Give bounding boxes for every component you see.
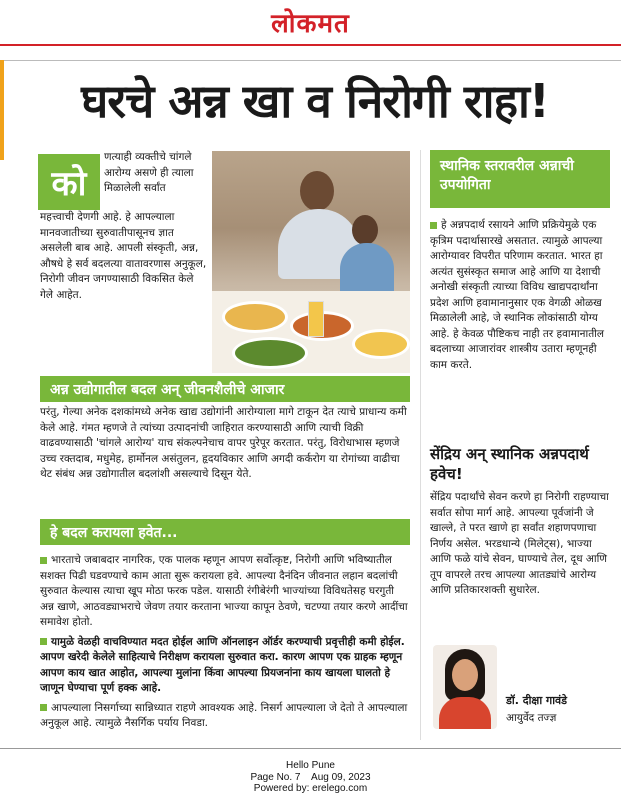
bullet-icon — [40, 638, 47, 645]
sidebar-heading-local-food: स्थानिक स्तरावरील अन्नाची उपयोगिता — [430, 150, 610, 208]
footer — [0, 760, 621, 795]
photo-father-head — [300, 171, 334, 211]
sidebar-heading-organic: सेंद्रिय अन् स्थानिक अन्नपदार्थ हवेच! — [430, 445, 589, 483]
bullet-icon — [40, 704, 47, 711]
drop-cap: को — [38, 154, 100, 210]
list-item-text: यामुळे वेळही वाचविण्यात मदत होईल आणि ऑनलाइन ऑर्डर करण्याची प्रवृत्तीही कमी होईल. आपण खरेदी केलेले साहित्याचे निरीक्षण करायला सुरुवात करा. कारण आपण एक ग्राहक म्हणून आपण काय खात आहोत, आपल्या मुलांना किंवा आपल्या प्रियजनांना काय खायला घालतो हे जाणून घेण्याचा पूर्ण हक्क आहे. — [40, 635, 405, 694]
list-item-text: भारताचे जबाबदार नागरिक, एक पालक म्हणून आपण सर्वोत्कृष्ट, निरोगी आणि भविष्यातील सशक्त पिढी घडवण्याचे काम आता सुरू करायला हवे. आपल्या दैनंदिन जीवनात लहान बदलांची सुरुवात केल्यास त्याचा खूप मोठा फरक पडेल. यासाठी रंगीबेरंगी भाज्यांच्या विविधतेसह घरगुती अन्न खाणे, आठवड्याभराचे जेवण तयार करताना भाज्या कापून ठेवणे, चटण्या तयार करणे आदींचा समावेश होतो. — [40, 554, 408, 628]
masthead — [0, 0, 621, 44]
intro-text-top: णत्याही व्यक्तीचे चांगले आरोग्य असणे ही त्याला मिळालेली सर्वांत — [104, 151, 194, 194]
sidebar-body-text: हे अन्नपदार्थ रसायने आणि प्रक्रियेमुळे एक कृत्रिम पदार्थासारखे असतात. त्यामुळे आपल्या आरोग्यावर विपरीत परिणाम करतात. भारत हा अत्यंत सुसंस्कृत समाज आहे आणि या देशाची अनोखी संस्कृती त्याच्या विविध खाद्यपदार्थांना प्रदेश आणि हवामानानुसार एक वेगळी ओळख मिळालेली आहे, जे स्थानिक लोकांसाठी योग्य आहे. हे केवळ पौष्टिकच नाही तर हवामानातील बदलाच्या आजारांवर शास्त्रीय उतारा म्हणूनही काम करते. — [430, 219, 605, 371]
photo-child-head — [352, 215, 378, 245]
author-title: आयुर्वेद तज्ज्ञ — [506, 712, 557, 724]
footer-powered-by[interactable]: Powered by: erelego.com — [253, 783, 368, 794]
list-item-text: आपल्याला निसर्गाच्या सान्निध्यात राहणे आवश्यक आहे. निसर्ग आपल्याला जे देतो ते आपल्याला अनुकूल आहे. त्यामुळे नैसर्गिक पर्याय निवडा. — [40, 701, 408, 729]
page-title: घरचे अन्न खा व निरोगी राहा! — [81, 74, 549, 128]
footer-rule — [0, 748, 621, 749]
bullet-icon — [40, 557, 47, 564]
column-divider — [420, 150, 421, 740]
intro-text-body: महत्त्वाची देणगी आहे. हे आपल्याला मानवजातीच्या सुरुवातीपासूनच ज्ञात असलेली बाब आहे. आपली संस्कृती, अन्न, औषधे हे सर्व बदलत्या वातावरणास अनुकूल, निरोगी जीवन जगण्यासाठी विकसित केले गेले आहेत. — [40, 211, 207, 301]
author-portrait — [433, 645, 497, 729]
list-item — [40, 701, 410, 732]
list-item — [40, 635, 410, 697]
footer-page-date: Page No. 7 Aug 09, 2023 — [250, 771, 371, 783]
page-top-rule — [0, 60, 621, 61]
masthead-rule — [0, 44, 621, 46]
author-name: डॉ. दीक्षा गावंडे — [506, 694, 568, 707]
masthead-logo: लोकमत — [271, 9, 350, 39]
photo-salad-bowl — [232, 337, 308, 369]
portrait-clothing — [439, 697, 491, 729]
section-body-food-industry: परंतु, गेल्या अनेक दशकांमध्ये अनेक खाद्य उद्योगांनी आरोग्याला मागे टाकून देत त्याचे प्राधान्य कमी केले आहे. गंमत म्हणजे ते त्यांच्या उत्पादनांची जाहिरात करण्यासाठी आणि त्याची विक्री वाढवण्यासाठी 'चांगले आरोग्य' याच संकल्पनेचाच वापर पुरेपूर करतात. परंतु, विरोधाभास म्हणजे उच्च रक्तदाब, मधुमेह, हार्मोनल असंतुलन, हृदयविकार आणि अगदी कर्करोग या रोगांच्या वाढीचा थेट संबंध अन्न उद्योगातील बदलांशी असल्याचे दिसून येते. — [40, 406, 407, 480]
list-item — [40, 553, 410, 631]
portrait-face — [452, 659, 478, 691]
page-edge-marker — [0, 60, 4, 160]
sidebar-body-local-food — [430, 218, 612, 373]
changes-list — [40, 553, 410, 736]
photo-plate — [222, 301, 288, 333]
photo-juice-glass — [308, 301, 324, 337]
family-dining-photo — [212, 151, 410, 373]
footer-edition: Hello Pune — [286, 760, 335, 771]
section-heading-food-industry: अन्न उद्योगातील बदल अन् जीवनशैलीचे आजार — [40, 376, 410, 402]
bullet-icon — [430, 222, 437, 229]
photo-plate — [352, 329, 410, 359]
section-heading-changes: हे बदल करायला हवेत... — [40, 519, 410, 545]
sidebar-body-organic: सेंद्रिय पदार्थांचे सेवन करणे हा निरोगी राहण्याचा सर्वात सोपा मार्ग आहे. आपल्या पूर्वजांनी जे खाल्ले, ते परत खाणे हा सर्वांत शहाणपणाचा निर्णय असेल. भरडधान्ये (मिलेट्स), भाज्या आणि फळे यांचे सेवन, घाण्याचे तेल, दूध आणि तूप वापरले तरच आपल्या आतड्यांचे आरोग्य आणि प्रतिकारशक्ती सुधारेल. — [430, 491, 609, 596]
